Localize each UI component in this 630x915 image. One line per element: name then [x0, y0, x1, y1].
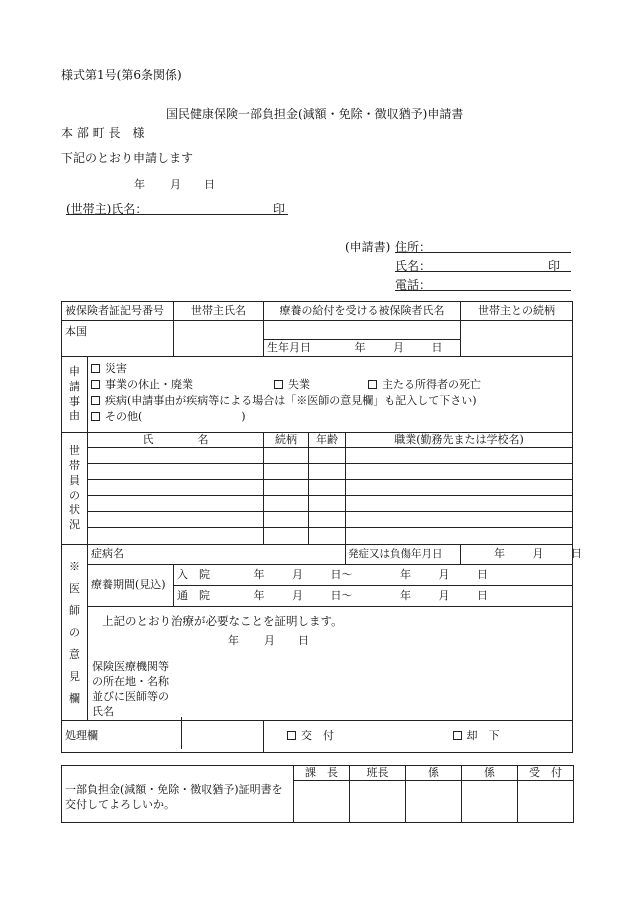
- disease-field[interactable]: [88, 545, 346, 565]
- form-number: 様式第1号(第6条関係): [61, 68, 182, 82]
- member-job-field[interactable]: [346, 512, 573, 528]
- relationship-field[interactable]: [461, 321, 573, 357]
- checkbox-disaster[interactable]: [91, 364, 100, 373]
- checkbox-illness[interactable]: [91, 396, 100, 405]
- applicant-phone-label: 電話：: [395, 278, 432, 292]
- checkbox-business-closure[interactable]: [91, 380, 100, 389]
- header-head-name: 世帯主氏名: [174, 302, 264, 321]
- member-job-field[interactable]: [346, 528, 573, 545]
- disease-label: 症病名: [91, 547, 124, 561]
- inpatient-to-day: 日: [477, 567, 488, 581]
- birth-date-field[interactable]: [264, 340, 461, 357]
- household-row: [62, 512, 573, 528]
- doctor-label: ※医師の意見欄: [69, 559, 80, 705]
- inpatient-to-year: 年: [400, 567, 411, 581]
- member-name-field[interactable]: [88, 448, 264, 464]
- certify-day: 日: [298, 634, 309, 647]
- applicant-prefix: (申請書): [345, 240, 391, 254]
- applicant-name-label: 氏名：: [395, 259, 432, 273]
- inpatient-from-year: 年: [253, 567, 265, 581]
- reason-other: その他( ): [105, 410, 246, 423]
- reject-label: 却 下: [466, 729, 500, 743]
- applicant-name-underline: [395, 271, 571, 272]
- birth-year: 年: [354, 340, 366, 354]
- inpatient-label: 入 院: [177, 567, 210, 581]
- stamp-staff-1[interactable]: [406, 781, 462, 823]
- reason-options: [88, 357, 573, 433]
- member-name-field[interactable]: [88, 480, 264, 496]
- outpatient-from-year: 年: [253, 588, 265, 602]
- member-relation-field[interactable]: [264, 512, 309, 528]
- reason-business-closure: 事業の休止・廃業: [105, 378, 193, 391]
- certify-month: 月: [264, 634, 275, 647]
- header-insured-number: 被保険者証記号番号: [62, 302, 174, 321]
- applicant-address-label: 住所：: [395, 240, 432, 254]
- outpatient-from-day: 日〜: [330, 588, 353, 602]
- member-job-field[interactable]: [346, 464, 573, 480]
- onset-year: 年: [494, 547, 505, 561]
- outpatient-period-field[interactable]: [174, 586, 573, 607]
- householder-underline: [66, 214, 288, 215]
- member-job-field[interactable]: [346, 480, 573, 496]
- processing-options: [264, 721, 573, 753]
- region-label: 本国: [65, 325, 87, 339]
- institution-label: 保険医療機関等の所在地・名称並びに医師等の氏名: [92, 660, 169, 718]
- birth-day: 日: [431, 340, 443, 354]
- date-year: 年: [134, 178, 145, 191]
- institution-field[interactable]: [183, 657, 563, 717]
- birth-month: 月: [393, 340, 404, 354]
- approval-text-cell: [62, 766, 294, 823]
- approval-header-team-leader: 班長: [350, 766, 406, 781]
- region-cell[interactable]: [62, 321, 174, 357]
- certification-area: [88, 607, 573, 721]
- householder-seal: 印: [273, 202, 286, 216]
- reason-label-cell: [62, 357, 88, 433]
- member-age-field[interactable]: [309, 480, 346, 496]
- onset-label: 発症又は負傷年月日: [348, 548, 443, 561]
- approval-table: [61, 765, 574, 823]
- member-relation-field[interactable]: [264, 464, 309, 480]
- member-job-field[interactable]: [346, 448, 573, 464]
- inpatient-from-day: 日〜: [330, 567, 353, 581]
- header-relationship: 世帯主との続柄: [461, 302, 573, 321]
- checkbox-other[interactable]: [91, 412, 100, 421]
- householder-label: (世帯主)氏名：: [66, 202, 148, 216]
- approval-header-staff-2: 係: [462, 766, 518, 781]
- inpatient-period-field[interactable]: [174, 565, 573, 586]
- checkbox-unemployment[interactable]: [274, 380, 283, 389]
- processing-label-cell: [62, 721, 264, 753]
- page-title: 国民健康保険一部負担金(減額・免除・徴収猶予)申請書: [166, 107, 464, 121]
- household-label: 世帯員の状況: [69, 443, 80, 532]
- onset-month: 月: [532, 547, 544, 561]
- member-relation-field[interactable]: [264, 480, 309, 496]
- household-col-relation: 続柄: [264, 433, 309, 448]
- household-row: [62, 480, 573, 496]
- date-month: 月: [170, 178, 181, 191]
- member-name-field[interactable]: [88, 512, 264, 528]
- outpatient-to-year: 年: [400, 588, 411, 602]
- reason-label: 申請事由: [69, 364, 80, 423]
- applicant-phone-underline: [395, 290, 571, 291]
- household-label-cell: [62, 433, 88, 545]
- reason-illness: 疾病(申請事由が疾病等による場合は「※医師の意見欄」も記入して下さい): [105, 394, 477, 407]
- member-name-field[interactable]: [88, 464, 264, 480]
- stamp-staff-2[interactable]: [462, 781, 518, 823]
- addressee: 本 部 町 長 様: [61, 126, 145, 140]
- applicant-address-underline: [395, 252, 571, 253]
- household-col-name: 氏 名: [88, 433, 264, 448]
- certify-year: 年: [228, 634, 239, 647]
- checkbox-grant[interactable]: [287, 731, 296, 740]
- date-day: 日: [204, 178, 215, 191]
- inpatient-to-month: 月: [438, 567, 450, 581]
- household-row: [62, 464, 573, 480]
- applicant-seal: 印: [548, 259, 561, 273]
- member-age-field[interactable]: [309, 496, 346, 512]
- outpatient-to-day: 日: [477, 588, 488, 602]
- stamp-team-leader[interactable]: [350, 781, 406, 823]
- stamp-section-chief[interactable]: [294, 781, 350, 823]
- approval-text: 一部負担金(減額・免除・徴収猶予)証明書を交付してよろしいか。: [65, 783, 283, 811]
- processing-divider: [181, 717, 182, 749]
- member-name-field[interactable]: [88, 528, 264, 545]
- household-row: [62, 448, 573, 464]
- header-recipient-name: 療養の給付を受ける被保険者氏名: [264, 302, 461, 321]
- inpatient-from-month: 月: [292, 567, 303, 581]
- birth-label: 生年月日: [267, 340, 311, 354]
- processing-label: 処理欄: [65, 729, 98, 743]
- household-col-job: 職業(勤務先または学校名): [346, 433, 573, 448]
- member-job-field[interactable]: [346, 496, 573, 512]
- member-name-field[interactable]: [88, 496, 264, 512]
- head-name-field[interactable]: [174, 321, 264, 357]
- household-row: [62, 528, 573, 545]
- member-age-field[interactable]: [309, 464, 346, 480]
- household-col-age: 年齢: [309, 433, 346, 448]
- certify-text: 上記のとおり治療が必要なことを証明します。: [102, 614, 343, 628]
- doctor-label-cell: [62, 545, 88, 721]
- checkbox-death[interactable]: [368, 380, 377, 389]
- onset-day: 日: [571, 547, 582, 561]
- stamp-reception[interactable]: [518, 781, 574, 823]
- reason-death: 主たる所得者の死亡: [382, 378, 481, 391]
- member-relation-field[interactable]: [264, 448, 309, 464]
- intro-text: 下記のとおり申請します: [61, 151, 194, 165]
- grant-label: 交 付: [301, 729, 334, 743]
- member-relation-field[interactable]: [264, 496, 309, 512]
- approval-header-staff-1: 係: [406, 766, 462, 781]
- application-form-table: [61, 301, 582, 753]
- member-age-field[interactable]: [309, 512, 346, 528]
- period-label-cell: [88, 565, 174, 607]
- outpatient-from-month: 月: [292, 588, 303, 602]
- approval-header-reception: 受 付: [518, 766, 574, 781]
- checkbox-reject[interactable]: [453, 731, 462, 740]
- outpatient-label: 通 院: [177, 588, 210, 602]
- member-age-field[interactable]: [309, 528, 346, 545]
- recipient-name-field[interactable]: [264, 321, 461, 340]
- outpatient-to-month: 月: [438, 588, 450, 602]
- member-relation-field[interactable]: [264, 528, 309, 545]
- reason-unemployment: 失業: [288, 378, 310, 391]
- household-row: [62, 496, 573, 512]
- onset-label-cell: [346, 545, 461, 565]
- onset-date-field[interactable]: [461, 545, 582, 565]
- member-age-field[interactable]: [309, 448, 346, 464]
- reason-disaster: 災害: [105, 362, 127, 375]
- approval-header-section-chief: 課 長: [294, 766, 350, 781]
- period-label: 療養期間(見込): [91, 578, 166, 592]
